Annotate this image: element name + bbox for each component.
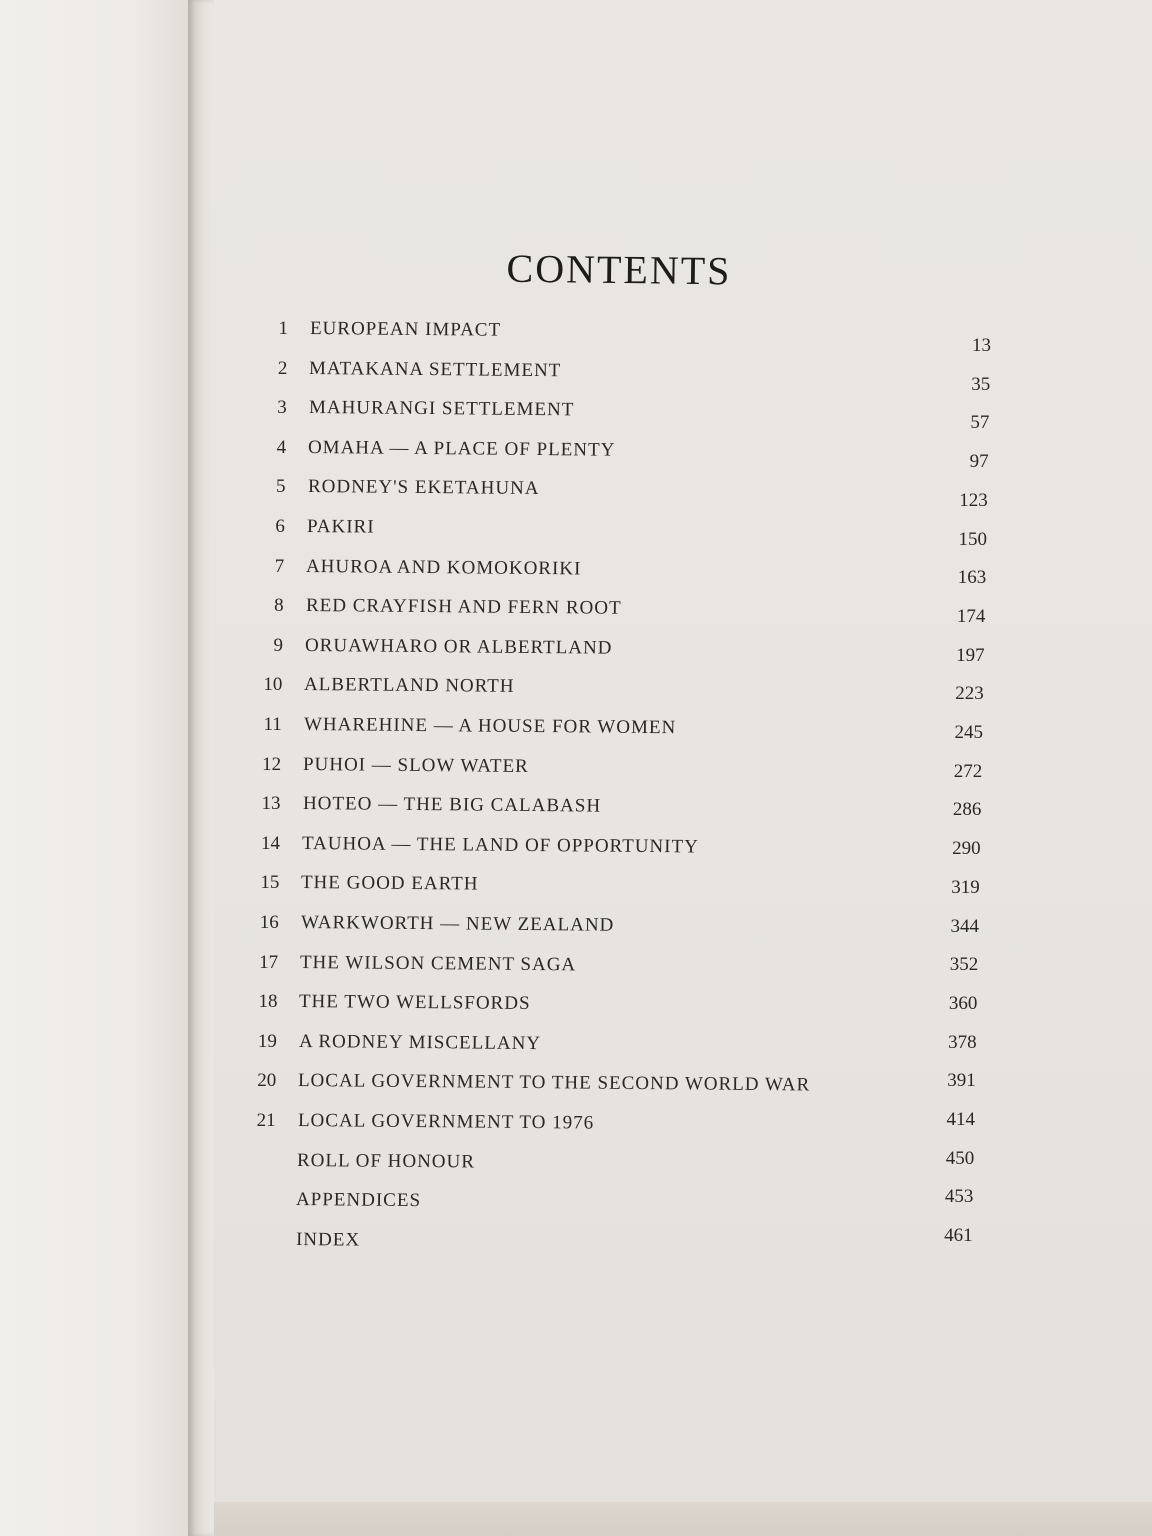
chapter-title: THE GOOD EARTH [301,872,479,895]
page-number: 272 [953,760,983,782]
chapter-number: 3 [277,397,287,419]
page-number: 286 [952,799,982,821]
chapter-title: PAKIRI [306,516,375,538]
page-number: 319 [951,876,980,898]
chapter-title: A RODNEY MISCELLANY [298,1030,541,1054]
chapter-number: 9 [273,634,284,656]
chapter-number: 2 [277,357,288,379]
chapter-title: OMAHA — A PLACE OF PLENTY [308,436,616,461]
chapter-number: 11 [263,714,282,735]
page-number: 197 [956,644,985,666]
page-number: 163 [957,567,987,589]
chapter-number: 19 [257,1030,277,1052]
chapter-number: 13 [261,793,281,815]
chapter-number: 20 [257,1070,277,1092]
page-number: 360 [948,992,978,1014]
page-number: 35 [971,373,991,395]
chapter-title: WARKWORTH — NEW ZEALAND [300,912,615,936]
chapter-number: 10 [263,674,283,696]
chapter-number: 4 [276,436,287,458]
chapter-title: TAUHOA — THE LAND OF OPPORTUNITY [301,832,699,858]
chapter-title: INDEX [295,1228,360,1251]
page-number: 223 [955,683,984,705]
book-gutter [188,0,214,1536]
chapter-title: LOCAL GOVERNMENT TO THE SECOND WORLD WAR [298,1070,811,1096]
chapter-number: 8 [274,595,284,617]
page-number: 174 [956,605,986,627]
chapter-title: WHAREHINE — A HOUSE FOR WOMEN [303,714,677,739]
page-number: 453 [944,1186,974,1208]
page-number: 352 [949,954,979,976]
page-number: 391 [947,1070,976,1092]
chapter-title: THE TWO WELLSFORDS [299,991,532,1015]
page-number: 461 [944,1225,973,1247]
chapter-title: PUHOI — SLOW WATER [303,753,530,777]
chapter-title: APPENDICES [296,1189,422,1212]
page-number: 378 [948,1031,977,1053]
chapter-title: ORUAWHARO OR ALBERTLAND [304,634,613,659]
chapter-title: LOCAL GOVERNMENT TO 1976 [297,1110,594,1134]
page-number: 245 [954,722,983,743]
chapter-number: 16 [259,912,279,933]
page-number: 450 [945,1147,975,1169]
chapter-title: MAHURANGI SETTLEMENT [308,397,575,421]
chapter-number: 1 [278,318,288,339]
page-number: 57 [970,412,990,434]
page-number: 344 [950,915,979,937]
chapter-number: 5 [276,476,286,498]
chapter-title: THE WILSON CEMENT SAGA [299,951,577,976]
chapter-number: 7 [274,555,285,577]
page-title: CONTENTS [506,245,732,294]
page-edge [214,1502,1152,1536]
chapter-title: RED CRAYFISH AND FERN ROOT [305,595,622,619]
chapter-title: RODNEY'S EKETAHUNA [307,476,540,500]
page-number: 290 [952,838,981,860]
chapter-number: 15 [260,872,280,894]
chapter-number: 18 [258,991,278,1013]
chapter-number: 17 [259,951,279,973]
left-page [0,0,188,1536]
page-number: 123 [959,489,988,511]
chapter-title: MATAKANA SETTLEMENT [309,357,562,381]
chapter-title: HOTEO — THE BIG CALABASH [302,793,601,817]
chapter-title: AHUROA AND KOMOKORIKI [306,555,582,579]
chapter-title: ALBERTLAND NORTH [304,674,516,698]
chapter-number: 6 [275,516,285,537]
chapter-number: 14 [260,832,280,854]
page-number: 97 [969,451,989,473]
chapter-number: 12 [262,753,282,775]
chapter-title: ROLL OF HONOUR [296,1149,476,1173]
chapter-title: EUROPEAN IMPACT [309,318,502,341]
page-number: 414 [946,1109,975,1130]
page-number: 13 [972,335,991,356]
page-number: 150 [958,528,987,550]
chapter-number: 21 [256,1110,276,1131]
